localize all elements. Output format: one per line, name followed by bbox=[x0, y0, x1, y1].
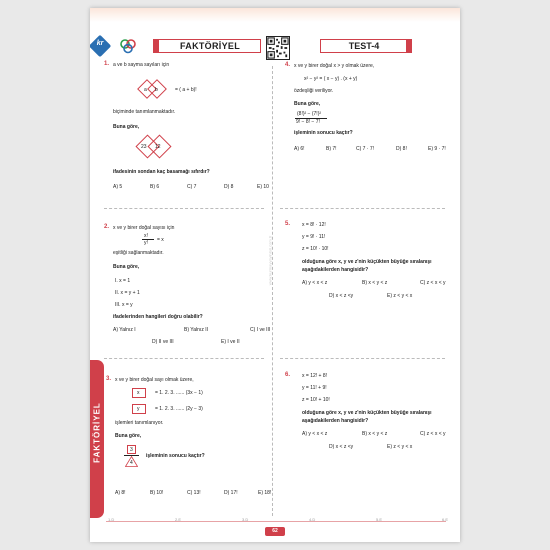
answer-option-c[interactable]: C) 7 bbox=[187, 184, 197, 190]
answer-option-e[interactable]: E) 9 · 7! bbox=[428, 146, 446, 152]
answer-option-b[interactable]: B) 10! bbox=[150, 490, 164, 496]
answer-option-e[interactable]: E) 10 bbox=[257, 184, 269, 190]
diamond-value: 23 bbox=[141, 144, 147, 150]
question-text: Buna göre, bbox=[113, 264, 140, 270]
answer-option-c[interactable]: C) 7 · 7! bbox=[356, 146, 375, 152]
answer-key-2: 2.E bbox=[175, 517, 182, 522]
diamond-value: 12 bbox=[155, 144, 161, 150]
question-text: Buna göre, bbox=[113, 124, 140, 130]
given-x: x = 12! + 8! bbox=[302, 373, 328, 379]
answer-option-b[interactable]: B) Yalnız II bbox=[184, 327, 208, 333]
footer-line bbox=[106, 521, 446, 522]
answer-option-a[interactable]: A) y < x < z bbox=[302, 280, 328, 286]
answer-option-b[interactable]: B) x < y < z bbox=[362, 431, 388, 437]
answer-option-b[interactable]: B) 7! bbox=[326, 146, 337, 152]
question-text: x ve y birer doğal sayı olmak üzere, bbox=[115, 377, 194, 383]
answer-option-e[interactable]: E) 18! bbox=[258, 490, 272, 496]
answer-option-c[interactable]: C) z < x < y bbox=[420, 431, 446, 437]
fraction-equals: = x bbox=[157, 237, 164, 243]
page-number: 62 bbox=[265, 527, 285, 536]
row-divider bbox=[280, 208, 445, 209]
question-number: 2. bbox=[104, 224, 110, 230]
row-divider bbox=[104, 208, 264, 209]
box-value: y bbox=[137, 406, 140, 412]
definition-text: = 1. 2. 3. ...... (3x − 1) bbox=[155, 390, 203, 396]
page-title: FAKTÖRİYEL bbox=[179, 41, 240, 51]
question-number: 4. bbox=[285, 62, 291, 68]
definition-text: = ( a + b)! bbox=[175, 87, 197, 93]
answer-option-a[interactable]: A) 8! bbox=[115, 490, 126, 496]
top-band bbox=[90, 8, 460, 22]
answer-option-d[interactable]: D) 17! bbox=[224, 490, 238, 496]
test-stripe bbox=[406, 39, 412, 53]
answer-option-d[interactable]: D) 8 bbox=[224, 184, 234, 190]
answer-option-e[interactable]: E) I ve II bbox=[221, 339, 240, 345]
question-number: 1. bbox=[104, 61, 110, 67]
fraction-numerator: x! bbox=[144, 233, 148, 239]
diamond-value: a bbox=[144, 87, 147, 93]
question-number: 5. bbox=[285, 221, 291, 227]
answer-option-c[interactable]: C) z < x < y bbox=[420, 280, 446, 286]
answer-option-a[interactable]: A) 5 bbox=[113, 184, 123, 190]
question-prompt: aşağıdakilerden hangisidir? bbox=[302, 267, 369, 273]
qr-code-icon[interactable] bbox=[266, 36, 290, 60]
answer-key-4: 4.D bbox=[309, 517, 316, 522]
question-text: x ve y birer doğal x > y olmak üzere, bbox=[294, 63, 375, 69]
question-text: eşitliği sağlanmaktadır. bbox=[113, 250, 164, 256]
given-z: z = 10! · 10! bbox=[302, 246, 329, 252]
side-tab-label: FAKTÖRİYEL bbox=[92, 402, 102, 463]
answer-option-d[interactable]: D) x < z <y bbox=[329, 293, 354, 299]
question-prompt: olduğuna göre x, y ve z'nin küçükten büyüğe sıralanışı bbox=[302, 410, 432, 416]
question-text: Buna göre, bbox=[115, 433, 142, 439]
answer-option-c[interactable]: C) 13! bbox=[187, 490, 201, 496]
identity-text: x² − y² = ( x − y) . (x + y) bbox=[304, 76, 358, 82]
question-number: 3. bbox=[106, 376, 112, 382]
row-divider bbox=[280, 358, 445, 359]
fraction-bar bbox=[124, 455, 139, 456]
question-number: 6. bbox=[285, 372, 291, 378]
answer-option-d[interactable]: D) x < z <y bbox=[329, 444, 354, 450]
statement-2: II. x = y + 1 bbox=[115, 290, 140, 296]
answer-key-1: 1.D bbox=[108, 517, 115, 522]
answer-key-5: 5.E bbox=[376, 517, 383, 522]
definition-text: = 1. 2. 3. ...... (2y − 3) bbox=[155, 406, 203, 412]
question-text: biçiminde tanımlanmaktadır. bbox=[113, 109, 176, 115]
box-value: x bbox=[137, 390, 140, 396]
answer-option-e[interactable]: E) z < y < x bbox=[387, 293, 413, 299]
given-y: y = 9! · 11! bbox=[302, 234, 326, 240]
given-y: y = 11! + 9! bbox=[302, 385, 327, 391]
fraction-denominator: y! bbox=[144, 240, 148, 246]
fraction-numerator: (8!)² − (7!)² bbox=[297, 111, 322, 117]
answer-option-b[interactable]: B) 6 bbox=[150, 184, 160, 190]
answer-option-c[interactable]: C) I ve III bbox=[250, 327, 271, 333]
answer-option-a[interactable]: A) Yalnız I bbox=[113, 327, 136, 333]
test-label: TEST-4 bbox=[348, 41, 380, 51]
question-text: özdeşliği veriliyor. bbox=[294, 88, 334, 94]
answer-option-a[interactable]: A) 6! bbox=[294, 146, 305, 152]
question-prompt: aşağıdakilerden hangisidir? bbox=[302, 418, 369, 424]
watermark: www.kurmayyayinlari.com.tr bbox=[267, 235, 273, 286]
row-divider bbox=[104, 358, 264, 359]
worksheet-page bbox=[90, 8, 460, 542]
answer-option-b[interactable]: B) x < y < z bbox=[362, 280, 388, 286]
question-text: işlemleri tanımlanıyor. bbox=[115, 420, 164, 426]
question-prompt: ifadelerinden hangileri doğru olabilir? bbox=[113, 314, 203, 320]
given-x: x = 8! · 12! bbox=[302, 222, 326, 228]
triangle-value: 4 bbox=[130, 460, 133, 466]
answer-option-d[interactable]: D) 8! bbox=[396, 146, 407, 152]
question-text: x ve y birer doğal sayısı için bbox=[113, 225, 175, 231]
question-prompt: işleminin sonucu kaçtır? bbox=[294, 130, 353, 136]
statement-1: I. x = 1 bbox=[115, 278, 131, 284]
fraction-denominator: 9! − 8! − 7! bbox=[296, 119, 320, 125]
question-text: Buna göre, bbox=[294, 101, 321, 107]
kr-logo-text: kr bbox=[96, 40, 104, 47]
answer-option-d[interactable]: D) II ve III bbox=[152, 339, 174, 345]
title-stripe bbox=[153, 39, 159, 53]
answer-key-6: 6.E bbox=[442, 517, 449, 522]
answer-option-a[interactable]: A) y < x < z bbox=[302, 431, 328, 437]
question-text: a ve b sayma sayıları için bbox=[113, 62, 170, 68]
statement-3: III. x = y bbox=[115, 302, 133, 308]
knot-logo-icon bbox=[118, 38, 138, 54]
diamond-value: b bbox=[155, 87, 158, 93]
answer-option-e[interactable]: E) z < y < x bbox=[387, 444, 413, 450]
question-prompt: işleminin sonucu kaçtır? bbox=[146, 453, 205, 459]
question-prompt: olduğuna göre x, y ve z'nin küçükten büyüğe sıralanışı bbox=[302, 259, 432, 265]
square-value: 3 bbox=[130, 447, 133, 453]
given-z: z = 10! + 10! bbox=[302, 397, 330, 403]
question-prompt: ifadesinin sondan kaç basamağı sıfırdır? bbox=[113, 169, 210, 175]
answer-key-3: 3.D bbox=[242, 517, 249, 522]
